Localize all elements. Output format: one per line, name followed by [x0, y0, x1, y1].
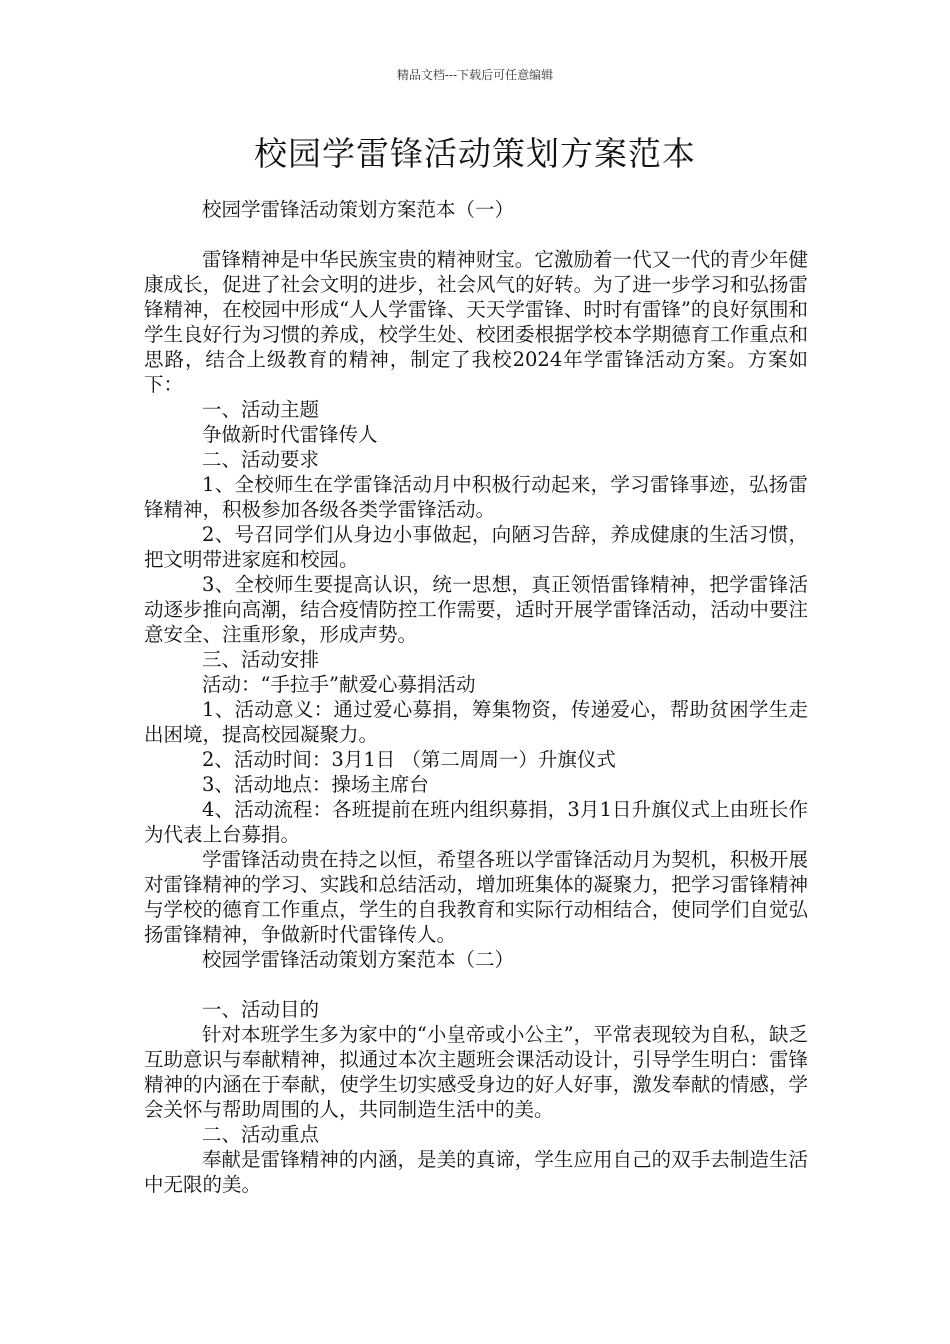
part1-intro-paragraph: 雷锋精神是中华民族宝贵的精神财宝。它激励着一代又一代的青少年健康成长，促进了社会文明的进步，社会风气的好转。为了进一步学习和弘扬雷锋精神，在校园中形成“人人学雷锋、天天学雷锋、时时有雷锋”的良好氛围和学生良好行为习惯的养成，校学生处、校团委根据学校本学期德育工作重点和思路，结合上级教育的精神，制定了我校2024年学雷锋活动方案。方案如下： [144, 248, 808, 396]
document-body [144, 197, 808, 1197]
arrangement-item-3: 3、活动地点：操场主席台 [202, 773, 429, 796]
section-arrangement-title: 三、活动安排 [202, 648, 320, 671]
part2-section-purpose-title: 一、活动目的 [202, 998, 320, 1021]
section-requirements-title: 二、活动要求 [202, 448, 320, 471]
part1-heading: 校园学雷锋活动策划方案范本（一） [202, 198, 515, 221]
requirement-item-1: 1、全校师生在学雷锋活动月中积极行动起来，学习雷锋事迹，弘扬雷锋精神，积极参加各级各类学雷锋活动。 [144, 473, 808, 521]
part2-heading: 校园学雷锋活动策划方案范本（二） [202, 948, 515, 971]
section-theme-title: 一、活动主题 [202, 398, 320, 421]
arrangement-item-1: 1、活动意义：通过爱心募捐，筹集物资，传递爱心，帮助贫困学生走出困境，提高校园凝聚力。 [144, 698, 808, 746]
section-theme-text: 争做新时代雷锋传人 [202, 423, 378, 446]
requirement-item-3: 3、全校师生要提高认识，统一思想，真正领悟雷锋精神，把学雷锋活动逐步推向高潮，结合疫情防控工作需要，适时开展学雷锋活动，活动中要注意安全、注重形象，形成声势。 [144, 573, 808, 646]
part2-section-focus-title: 二、活动重点 [202, 1123, 320, 1146]
part2-section-focus-text: 奉献是雷锋精神的内涵，是美的真谛，学生应用自己的双手去制造生活中无限的美。 [144, 1148, 808, 1196]
part1-closing-paragraph: 学雷锋活动贵在持之以恒，希望各班以学雷锋活动月为契机，积极开展对雷锋精神的学习、实践和总结活动，增加班集体的凝聚力，把学习雷锋精神与学校的德育工作重点，学生的自我教育和实际行动相结合，使同学们自觉弘扬雷锋精神，争做新时代雷锋传人。 [144, 848, 808, 946]
document-title: 校园学雷锋活动策划方案范本 [254, 134, 696, 173]
arrangement-item-4: 4、活动流程：各班提前在班内组织募捐，3月1日升旗仪式上由班长作为代表上台募捐。 [144, 798, 808, 846]
requirement-item-2: 2、号召同学们从身边小事做起，向陋习告辞，养成健康的生活习惯，把文明带进家庭和校园。 [144, 523, 808, 571]
header-note: 精品文档---下载后可任意编辑 [396, 68, 554, 82]
activity-name: 活动：“手拉手”献爱心募捐活动 [202, 673, 476, 696]
arrangement-item-2: 2、活动时间：3月1日 （第二周周一）升旗仪式 [202, 748, 616, 771]
part2-section-purpose-text: 针对本班学生多为家中的“小皇帝或小公主”，平常表现较为自私，缺乏互助意识与奉献精神，拟通过本次主题班会课活动设计，引导学生明白：雷锋精神的内涵在于奉献，使学生切实感受身边的好人好事，激发奉献的情感，学会关怀与帮助周围的人，共同制造生活中的美。 [144, 1023, 808, 1121]
